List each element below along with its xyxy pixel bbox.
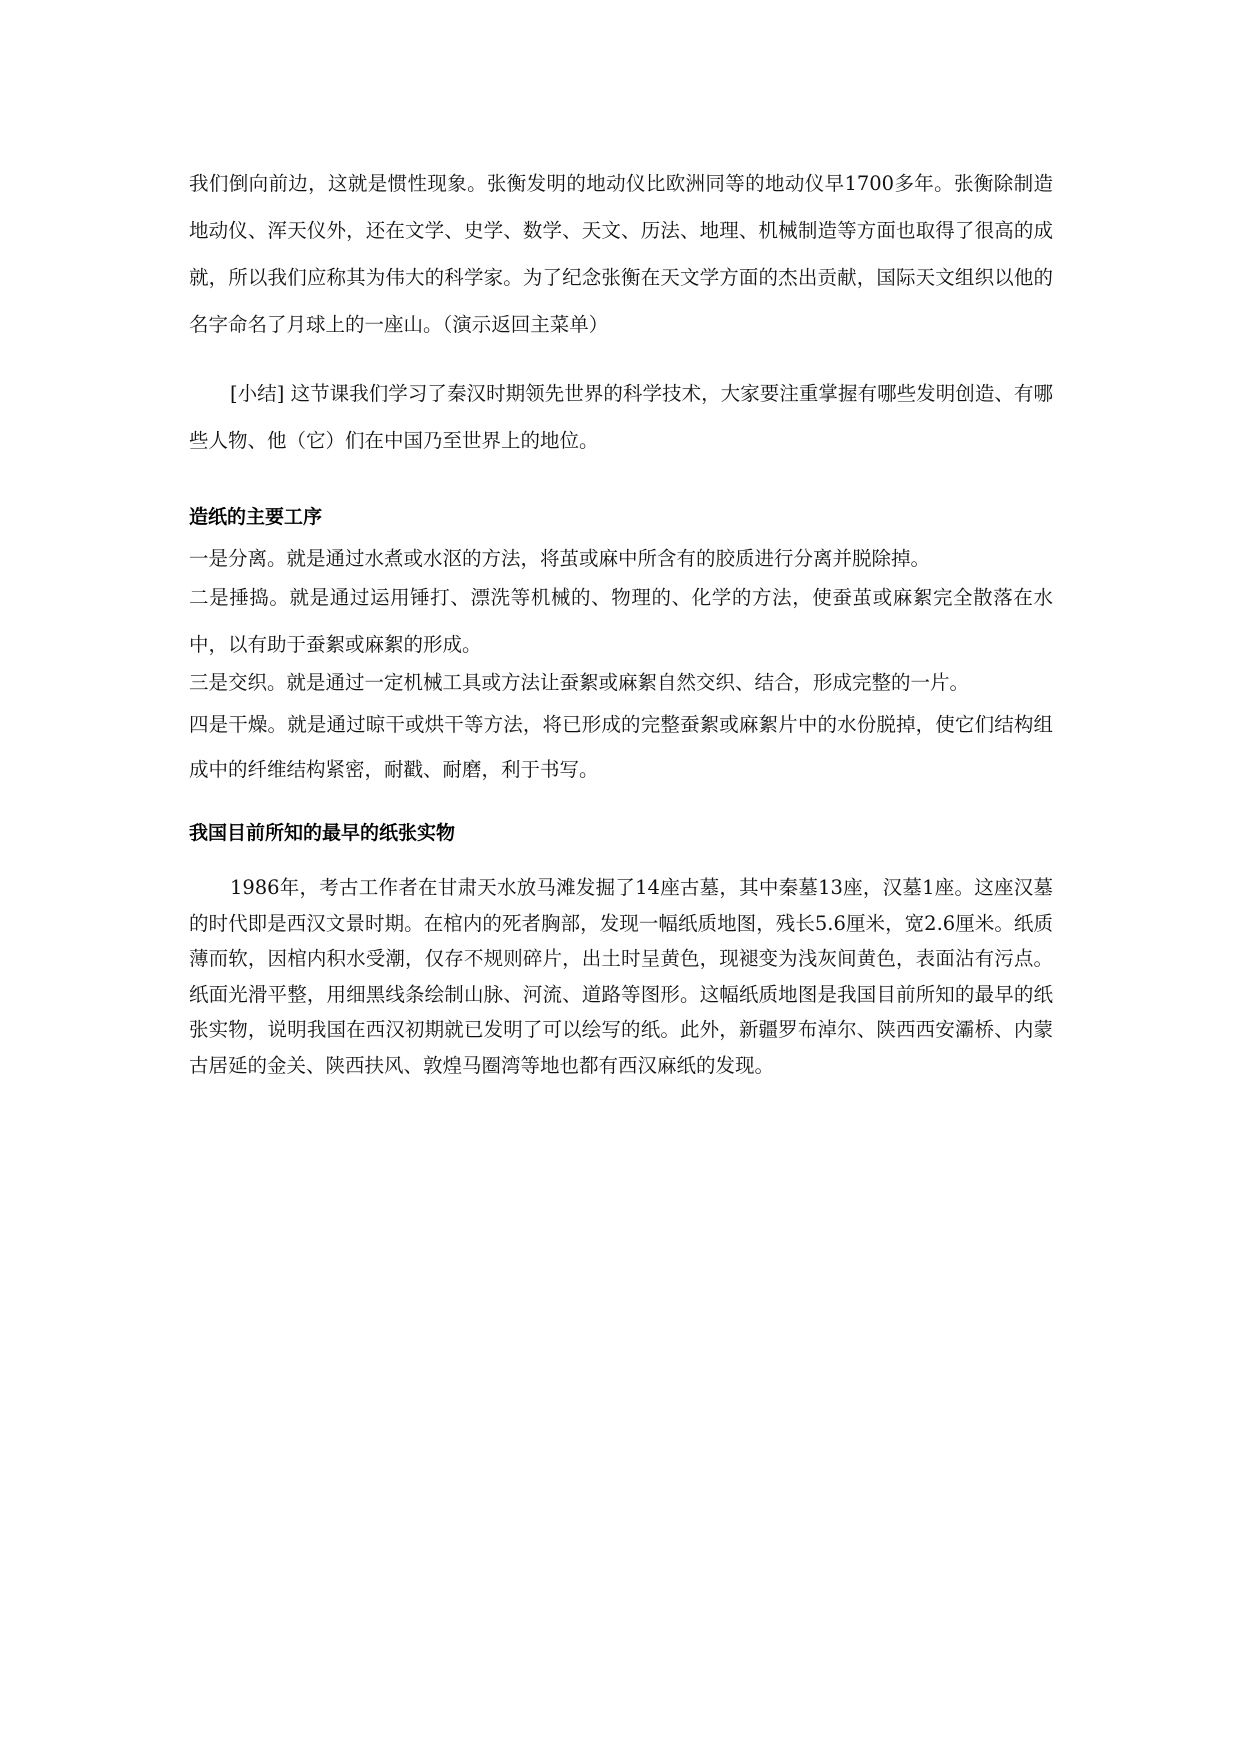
earliest-paper-paragraph: 1986年，考古工作者在甘肃天水放马滩发掘了14座古墓，其中秦墓13座，汉墓1座。这座汉墓的时代即是西汉文景时期。在棺内的死者胸部，发现一幅纸质地图，残长5.6厘米，宽2.6厘米。纸质薄而软，因棺内积水受潮，仅存不规则碎片，出土时呈黄色，现褪变为浅灰间黄色，表面沾有污点。纸面光滑平整，用细黑线条绘制山脉、河流、道路等图形。这幅纸质地图是我国目前所知的最早的纸张实物，说明我国在西汉初期就已发明了可以绘写的纸。此外，新疆罗布淖尔、陕西西安灞桥、内蒙古居延的金关、陕西扶风、敦煌马圈湾等地也都有西汉麻纸的发现。: [189, 876, 1053, 1077]
spacer: [189, 464, 1053, 502]
spacer: [189, 532, 1053, 540]
papermaking-step-4: 四是干燥。就是通过晾干或烘干等方法，将已形成的完整蚕絮或麻絮片中的水份脱掉，使它们结构组成中的纤维结构紧密，耐戳、耐磨，利于书写。: [189, 713, 1053, 781]
document-body: [189, 160, 1053, 1083]
papermaking-step-1: 一是分离。就是通过水煮或水沤的方法，将茧或麻中所含有的胶质进行分离并脱除掉。: [189, 547, 931, 570]
earliest-paper-heading: 我国目前所知的最早的纸张实物: [189, 822, 456, 844]
papermaking-heading: 造纸的主要工序: [189, 506, 323, 528]
intro-paragraph: 我们倒向前边，这就是惯性现象。张衡发明的地动仪比欧洲同等的地动仪早1700多年。张衡除制造地动仪、浑天仪外，还在文学、史学、数学、天文、历法、地理、机械制造等方面也取得了很高的成就，所以我们应称其为伟大的科学家。为了纪念张衡在天文学方面的杰出贡献，国际天文组织以他的名字命名了月球上的一座山。（演示返回主菜单）: [189, 172, 1053, 336]
papermaking-step-2: 二是捶捣。就是通过运用锤打、漂洗等机械的、物理的、化学的方法，使蚕茧或麻絮完全散落在水中，以有助于蚕絮或麻絮的形成。: [189, 586, 1053, 656]
spacer: [189, 848, 1053, 870]
summary-paragraph: [小结] 这节课我们学习了秦汉时期领先世界的科学技术，大家要注重掌握有哪些发明创造、有哪些人物、他（它）们在中国乃至世界上的地位。: [189, 382, 1053, 452]
spacer: [189, 792, 1053, 818]
spacer: [189, 348, 1053, 370]
papermaking-step-3: 三是交织。就是通过一定机械工具或方法让蚕絮或麻絮自然交织、结合，形成完整的一片。: [189, 671, 970, 694]
